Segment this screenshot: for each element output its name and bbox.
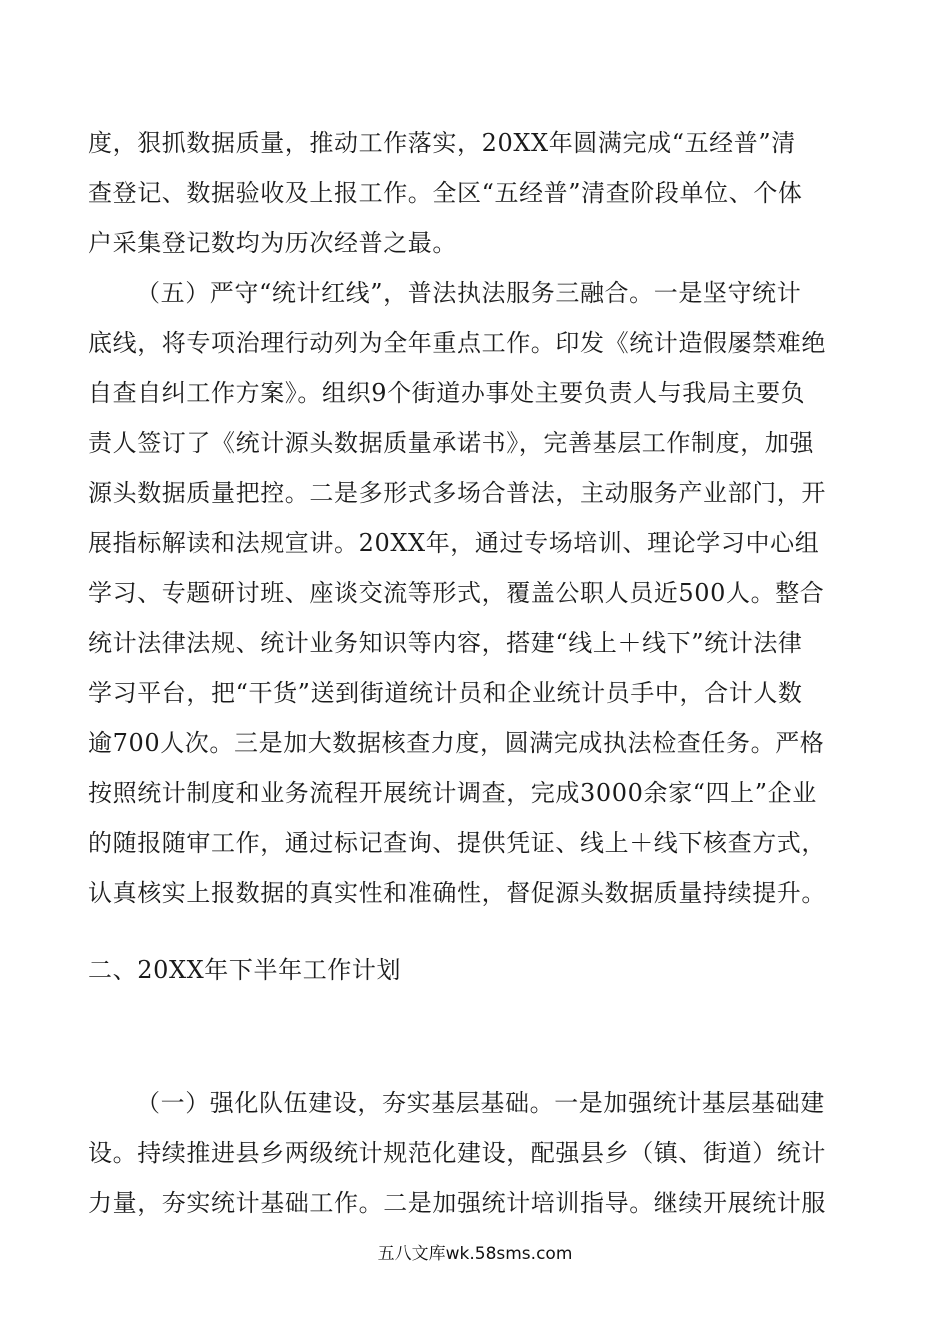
paragraph-line: 统计法律法规、统计业务知识等内容，搭建“线上＋线下”统计法律: [88, 629, 803, 657]
paragraph-line: 逾700人次。三是加大数据核查力度，圆满完成执法检查任务。严格: [88, 729, 825, 757]
paragraph-line: 学习、专题研讨班、座谈交流等形式，覆盖公职人员近500人。整合: [88, 579, 825, 607]
paragraph-line: 设。持续推进县乡两级统计规范化建设，配强县乡（镇、街道）统计: [88, 1139, 826, 1167]
paragraph-line: 按照统计制度和业务流程开展统计调查，完成3000余家“四上”企业: [88, 779, 817, 807]
paragraph-line: 力量，夯实统计基础工作。二是加强统计培训指导。继续开展统计服: [88, 1189, 826, 1217]
paragraph-line: 认真核实上报数据的真实性和准确性，督促源头数据质量持续提升。: [88, 879, 826, 907]
paragraph-line: （五）严守“统计红线”，普法执法服务三融合。一是坚守统计: [136, 279, 802, 307]
paragraph-line: 查登记、数据验收及上报工作。全区“五经普”清查阶段单位、个体: [88, 179, 803, 207]
paragraph-line: （一）强化队伍建设，夯实基层基础。一是加强统计基层基础建: [136, 1089, 825, 1117]
paragraph-line: 展指标解读和法规宣讲。20XX年，通过专场培训、理论学习中心组: [88, 529, 820, 557]
paragraph-line: 户采集登记数均为历次经普之最。: [88, 229, 457, 257]
paragraph-line: 责人签订了《统计源头数据质量承诺书》，完善基层工作制度，加强: [88, 429, 814, 457]
section-heading: 二、20XX年下半年工作计划: [88, 956, 402, 984]
paragraph-line: 度，狠抓数据质量，推动工作落实，20XX年圆满完成“五经普”清: [88, 129, 796, 157]
paragraph-line: 学习平台，把“干货”送到街道统计员和企业统计员手中，合计人数: [88, 679, 803, 707]
footer-watermark: 五八文库wk.58sms.com: [377, 1244, 573, 1264]
paragraph-line: 的随报随审工作，通过标记查询、提供凭证、线上＋线下核查方式，: [88, 829, 826, 857]
paragraph-line: 自查自纠工作方案》。组织9个街道办事处主要负责人与我局主要负: [88, 379, 806, 407]
paragraph-line: 源头数据质量把控。二是多形式多场合普法，主动服务产业部门，开: [88, 479, 826, 507]
paragraph-line: 底线，将专项治理行动列为全年重点工作。印发《统计造假屡禁难绝: [88, 329, 826, 357]
